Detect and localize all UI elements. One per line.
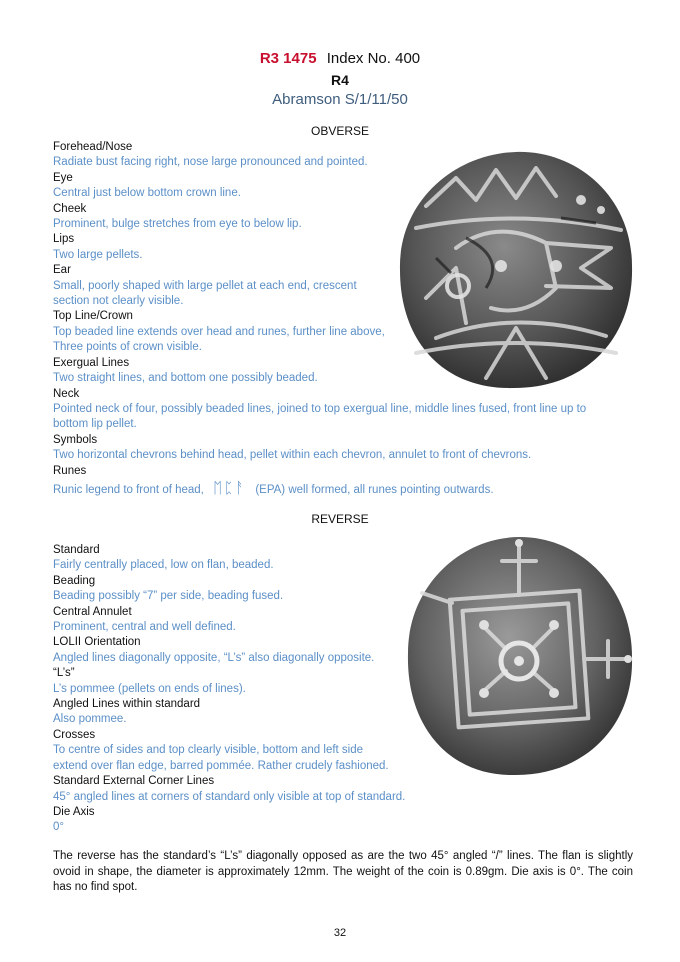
attribution: Abramson S/1/11/50 bbox=[272, 91, 408, 108]
obverse-label: Eye bbox=[53, 171, 73, 184]
obverse-label: Top Line/Crown bbox=[53, 310, 133, 323]
reverse-value: Beading possibly “7” per side, beading fused. bbox=[53, 590, 284, 603]
reverse-value: L’s pommee (pellets on ends of lines). bbox=[53, 682, 246, 695]
reverse-title: REVERSE bbox=[311, 512, 369, 526]
obverse-label: Runes bbox=[53, 464, 87, 477]
catalogue-heading bbox=[0, 50, 680, 67]
rarity-grade: R4 bbox=[331, 72, 349, 88]
reverse-label: Standard bbox=[53, 544, 100, 556]
reverse-label: Central Annulet bbox=[53, 605, 132, 618]
reverse-label: LOLII Orientation bbox=[53, 636, 141, 649]
obverse-label: Cheek bbox=[53, 202, 87, 215]
reverse-label: Beading bbox=[53, 574, 96, 587]
obverse-value: Two horizontal chevrons behind head, pellet within each chevron, annulet to front of chevrons. bbox=[53, 449, 532, 462]
obverse-value: Top beaded line extends over head and runes, further line above, bbox=[53, 325, 385, 338]
obverse-label: Neck bbox=[53, 387, 80, 400]
index-number: Index No. 400 bbox=[326, 50, 421, 67]
obverse-label: Lips bbox=[53, 233, 75, 246]
obverse-value: Small, poorly shaped with large pellet at each end, crescent bbox=[53, 279, 357, 292]
catalogue-ref: R3 1475 bbox=[259, 50, 317, 67]
reverse-value: 0° bbox=[53, 821, 64, 834]
reverse-label: “L’s” bbox=[53, 667, 75, 680]
reverse-label: Die Axis bbox=[53, 805, 95, 818]
reverse-value-cont: extend over flan edge, barred pommée. Rather crudely fashioned. bbox=[53, 759, 389, 772]
obverse-label: Exergual Lines bbox=[53, 356, 130, 369]
obverse-label: Ear bbox=[53, 264, 71, 277]
obverse-value: Two straight lines, and bottom one possibly beaded. bbox=[53, 372, 318, 385]
reverse-value: Angled lines diagonally opposite, “L’s” also diagonally opposite. bbox=[53, 651, 375, 664]
reverse-value: Prominent, central and well defined. bbox=[53, 621, 236, 634]
reverse-value: Also pommee. bbox=[53, 713, 127, 726]
runes-pre: Runic legend to front of head, bbox=[53, 483, 204, 496]
obverse-value: Two large pellets. bbox=[53, 248, 143, 261]
runes-line bbox=[53, 478, 633, 498]
summary-paragraph: The reverse has the standard’s “L’s” diagonally opposed as are the two 45° angled “/” lines. The flan is slightly ovoid in shape, the diameter is approximately 12mm. The weight of the coin is 0.89gm. Die axis is 0°. The coin has no find spot. bbox=[53, 850, 633, 893]
reverse-value: To centre of sides and top clearly visible, bottom and left side bbox=[53, 744, 364, 757]
obverse-label: Symbols bbox=[53, 433, 98, 446]
reverse-value: Fairly centrally placed, low on flan, beaded. bbox=[53, 559, 274, 572]
reverse-label: Angled Lines within standard bbox=[53, 698, 201, 711]
obverse-value: Pointed neck of four, possibly beaded lines, joined to top exergual line, middle lines fused, front line up to bbox=[53, 402, 587, 415]
reverse-coin-image bbox=[402, 533, 636, 779]
obverse-value: Central just below bottom crown line. bbox=[53, 187, 241, 200]
reverse-label: Crosses bbox=[53, 728, 96, 741]
reverse-value: 45° angled lines at corners of standard only visible at top of standard. bbox=[53, 790, 406, 803]
obverse-value: Radiate bust facing right, nose large pronounced and pointed. bbox=[53, 156, 368, 169]
runic-legend: ᛖᛈᚨ bbox=[213, 478, 247, 497]
runes-post: (EPA) well formed, all runes pointing outwards. bbox=[255, 483, 494, 496]
obverse-value-cont: Three points of crown visible. bbox=[53, 341, 202, 354]
obverse-label: Forehead/Nose bbox=[53, 141, 133, 153]
reverse-label: Standard External Corner Lines bbox=[53, 775, 215, 788]
obverse-value: Prominent, bulge stretches from eye to below lip. bbox=[53, 218, 302, 231]
obverse-coin-image bbox=[396, 148, 636, 392]
obverse-value-cont: section not clearly visible. bbox=[53, 295, 184, 308]
page-number: 32 bbox=[333, 927, 347, 939]
obverse-value-cont: bottom lip pellet. bbox=[53, 418, 137, 431]
obverse-title: OBVERSE bbox=[310, 124, 370, 138]
